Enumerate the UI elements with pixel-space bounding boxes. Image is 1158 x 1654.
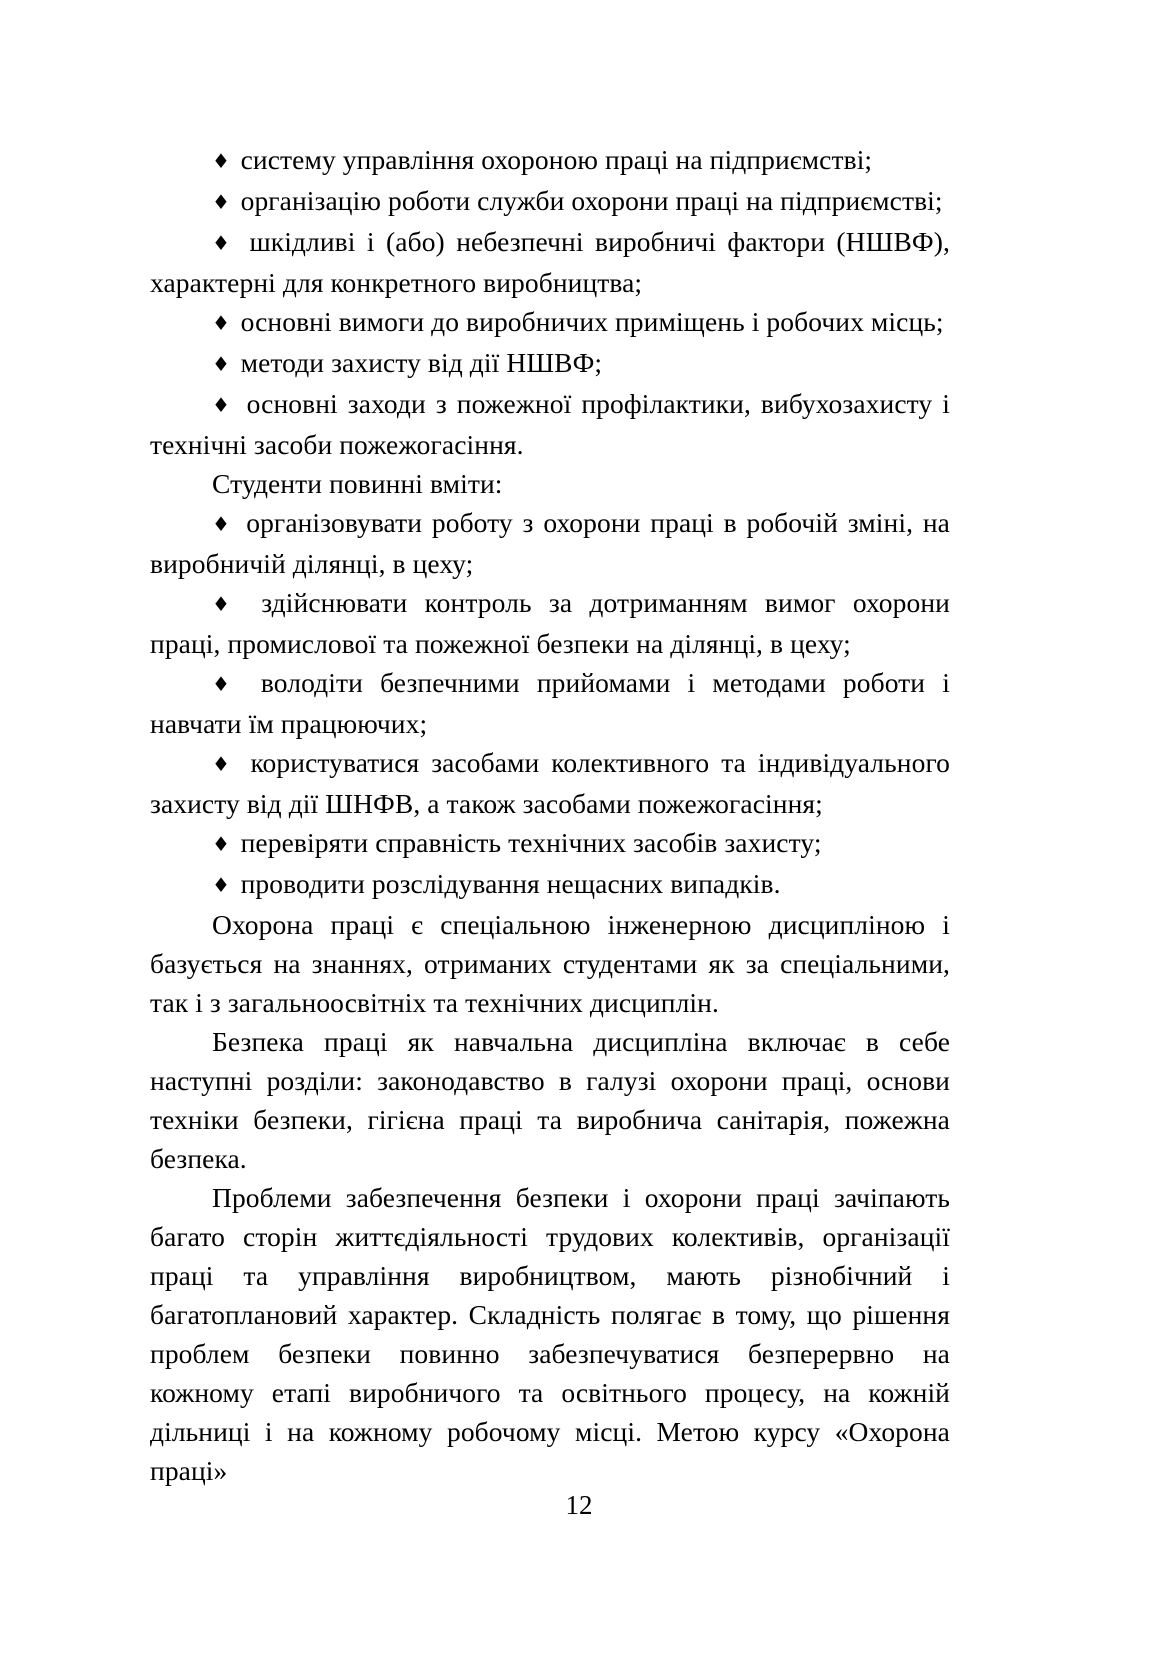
list-item-text: організовувати роботу з охорони праці в робочій зміні, на виробничій ділянці, в цеху; xyxy=(150,507,950,579)
list-item-text: проводити розслідування нещасних випадків. xyxy=(240,868,781,899)
list-item xyxy=(150,823,950,864)
paragraph xyxy=(150,1022,950,1178)
diamond-bullet-icon: ♦ xyxy=(212,672,261,696)
list-item xyxy=(150,343,950,384)
paragraph xyxy=(150,1178,950,1490)
paragraph-text: Безпека праці як навчальна дисципліна включає в себе наступні розділи: законодавство в галузі охорони праці, основи техніки безпеки, гігієна праці та виробнича санітарія, пожежна безпека. xyxy=(150,1026,950,1174)
list-item xyxy=(150,663,950,743)
diamond-bullet-icon: ♦ xyxy=(212,149,241,173)
list-item-text: здійснювати контроль за дотриманням вимог охорони праці, промислової та пожежної безпеки на ділянці, в цеху; xyxy=(150,587,950,659)
list-item xyxy=(150,222,950,302)
diamond-bullet-icon: ♦ xyxy=(212,512,247,536)
diamond-bullet-icon: ♦ xyxy=(212,752,251,776)
paragraph xyxy=(150,464,950,503)
list-item-text: методи захисту від дії НШВФ; xyxy=(240,347,603,378)
list-item-text: перевіряти справність технічних засобів захисту; xyxy=(240,827,822,858)
list-item-text: основні заходи з пожежної профілактики, вибухозахисту і технічні засоби пожежогасіння. xyxy=(150,388,950,460)
diamond-bullet-icon: ♦ xyxy=(212,231,250,255)
diamond-bullet-icon: ♦ xyxy=(212,190,241,214)
list-item-text: шкідливі і (або) небезпечні виробничі фактори (НШВФ), характерні для конкретного виробництва; xyxy=(150,226,950,298)
list-item-text: володіти безпечними прийомами і методами роботи і навчати їм працюючих; xyxy=(150,667,950,739)
list-item xyxy=(150,864,950,905)
diamond-bullet-icon: ♦ xyxy=(212,393,247,417)
list-item xyxy=(150,503,950,583)
list-item xyxy=(150,140,950,181)
list-item xyxy=(150,302,950,343)
diamond-bullet-icon: ♦ xyxy=(212,592,262,616)
paragraph xyxy=(150,905,950,1022)
page-number: 12 xyxy=(565,1490,593,1520)
diamond-bullet-icon: ♦ xyxy=(212,832,241,856)
list-item-text: користуватися засобами колективного та індивідуального захисту від дії ШНФВ, а також засобами пожежогасіння; xyxy=(150,747,950,819)
list-item-text: систему управління охороною праці на підприємстві; xyxy=(240,144,873,175)
list-item xyxy=(150,583,950,663)
diamond-bullet-icon: ♦ xyxy=(212,311,241,335)
list-item xyxy=(150,384,950,464)
list-item xyxy=(150,181,950,222)
diamond-bullet-icon: ♦ xyxy=(212,352,241,376)
paragraph-text: Проблеми забезпечення безпеки і охорони праці зачіпають багато сторін життєдіяльності трудових колективів, організації праці та управління виробництвом, мають різнобічний і багатоплановий характер. Складність полягає в тому, що рішення проблем безпеки повинно забезпечуватися безперервно на кожному етапі виробничого та освітнього процесу, на кожній дільниці і на кожному робочому місці. Метою курсу «Охорона праці» xyxy=(150,1182,950,1486)
paragraph-text: Студенти повинні вміти: xyxy=(212,468,503,499)
page-body xyxy=(150,140,950,1490)
list-item-text: організацію роботи служби охорони праці на підприємстві; xyxy=(240,185,943,216)
diamond-bullet-icon: ♦ xyxy=(212,873,241,897)
paragraph-text: Охорона праці є спеціальною інженерною дисципліною і базується на знаннях, отриманих студентами як за спеціальними, так і з загальноосвітніх та технічних дисциплін. xyxy=(150,909,950,1018)
list-item-text: основні вимоги до виробничих приміщень і робочих місць; xyxy=(240,306,944,337)
list-item xyxy=(150,743,950,823)
